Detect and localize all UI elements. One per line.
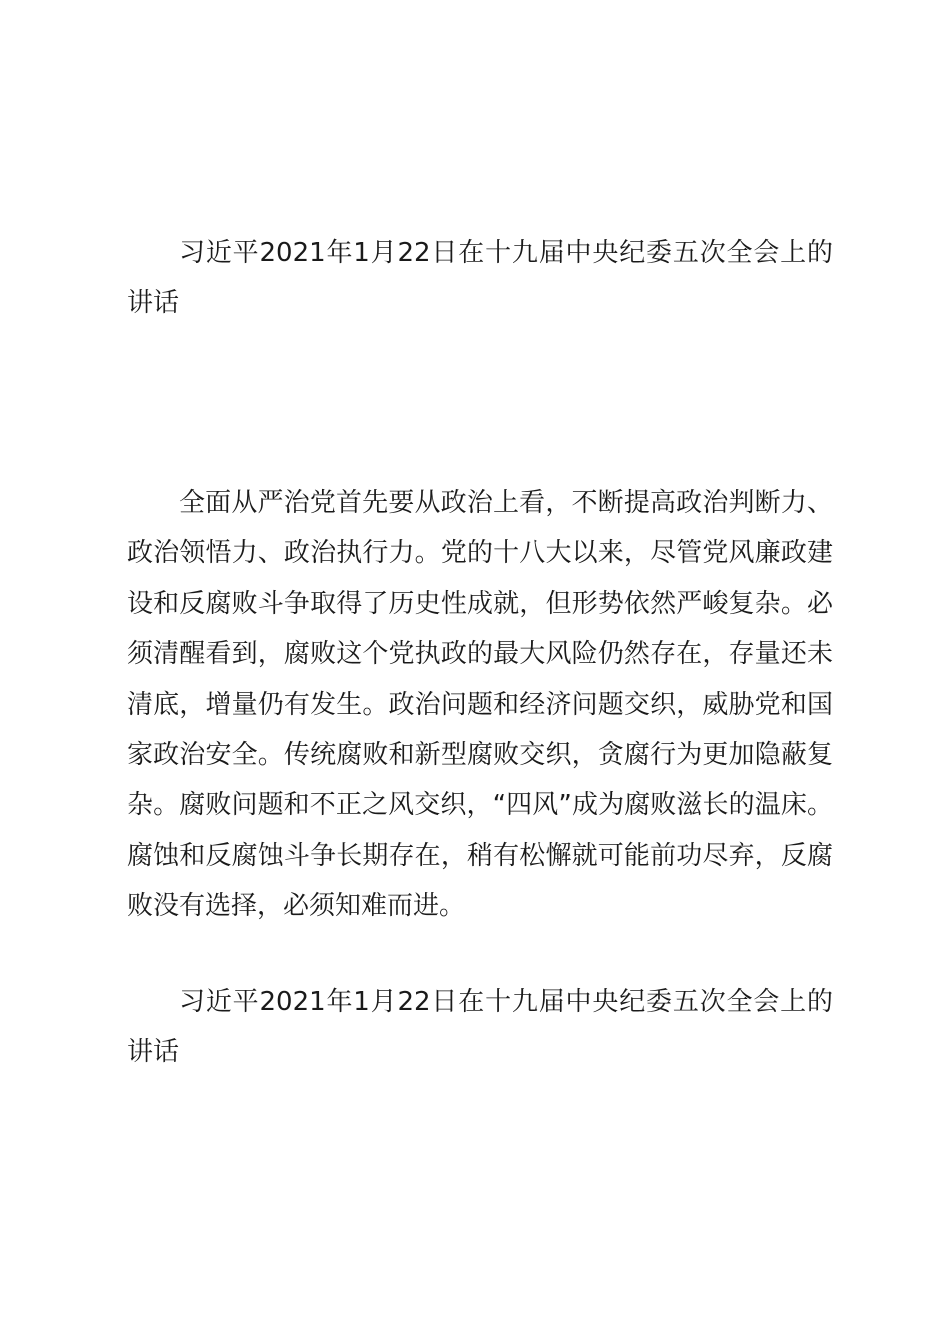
speech-source-footer: 习近平2021年1月22日在十九届中央纪委五次全会上的讲话 — [127, 987, 833, 1068]
speech-source-heading: 习近平2021年1月22日在十九届中央纪委五次全会上的讲话 — [127, 238, 833, 319]
speech-body-paragraph: 全面从严治党首先要从政治上看，不断提高政治判断力、政治领悟力、政治执行力。党的十八大以来，尽管党风廉政建设和反腐败斗争取得了历史性成就，但形势依然严峻复杂。必须清醒看到，腐败这个党执政的最大风险仍然存在，存量还未清底，增量仍有发生。政治问题和经济问题交织，威胁党和国家政治安全。传统腐败和新型腐败交织，贪腐行为更加隐蔽复杂。腐败问题和不正之风交织，“四风”成为腐败滋长的温床。腐蚀和反腐蚀斗争长期存在，稍有松懈就可能前功尽弃，反腐败没有选择，必须知难而进。 — [127, 488, 833, 922]
